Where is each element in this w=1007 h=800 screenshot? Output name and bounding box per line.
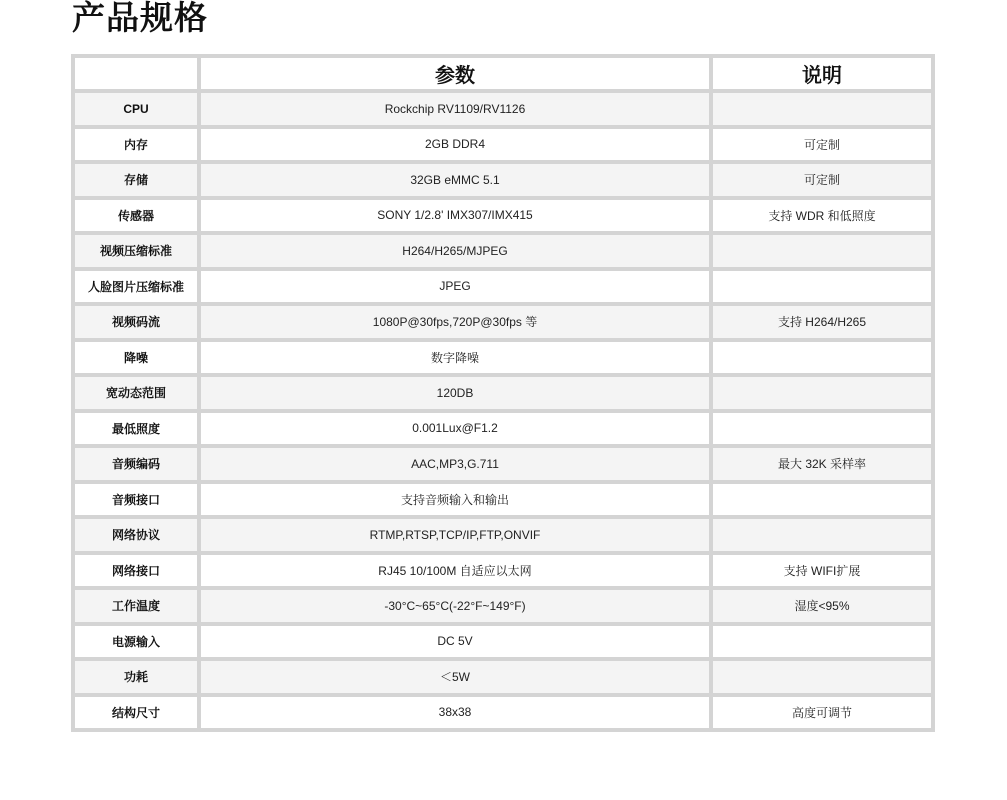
item-cell: 功耗 [75,661,197,693]
note-cell [713,271,931,303]
note-cell [713,661,931,693]
item-cell: 网络协议 [75,519,197,551]
note-cell: 可定制 [713,129,931,161]
note-cell: 支持 WDR 和低照度 [713,200,931,232]
note-cell [713,93,931,125]
table-row [75,377,931,409]
table-row [75,590,931,622]
param-cell: 支持音频输入和输出 [201,484,709,516]
item-cell: 宽动态范围 [75,377,197,409]
item-cell: 结构尺寸 [75,697,197,729]
table-header-row [75,58,931,89]
item-cell: 最低照度 [75,413,197,445]
note-cell: 最大 32K 采样率 [713,448,931,480]
table-row [75,200,931,232]
param-cell: SONY 1/2.8' IMX307/IMX415 [201,200,709,232]
item-cell: CPU [75,93,197,125]
table-row [75,661,931,693]
param-cell: 32GB eMMC 5.1 [201,164,709,196]
table-row [75,697,931,729]
note-cell [713,342,931,374]
note-cell [713,484,931,516]
page-title: 产品规格 [72,0,208,36]
table-row [75,555,931,587]
item-cell: 传感器 [75,200,197,232]
header-param: 参数 [201,58,709,89]
table-row [75,271,931,303]
item-cell: 存储 [75,164,197,196]
item-cell: 降噪 [75,342,197,374]
item-cell: 音频接口 [75,484,197,516]
note-cell [713,519,931,551]
item-cell: 音频编码 [75,448,197,480]
table-row [75,306,931,338]
spec-table [71,54,935,732]
table-row [75,93,931,125]
table-row [75,484,931,516]
item-cell: 视频压缩标准 [75,235,197,267]
table-row [75,519,931,551]
note-cell [713,626,931,658]
param-cell: 数字降噪 [201,342,709,374]
param-cell: JPEG [201,271,709,303]
note-cell: 支持 WIFI扩展 [713,555,931,587]
table-row [75,129,931,161]
note-cell [713,413,931,445]
item-cell: 网络接口 [75,555,197,587]
item-cell: 内存 [75,129,197,161]
table-row [75,626,931,658]
param-cell: -30°C~65°C(-22°F~149°F) [201,590,709,622]
param-cell: H264/H265/MJPEG [201,235,709,267]
param-cell: RTMP,RTSP,TCP/IP,FTP,ONVIF [201,519,709,551]
param-cell: 0.001Lux@F1.2 [201,413,709,445]
note-cell [713,235,931,267]
param-cell: Rockchip RV1109/RV1126 [201,93,709,125]
param-cell: 38x38 [201,697,709,729]
header-note: 说明 [713,58,931,89]
param-cell: RJ45 10/100M 自适应以太网 [201,555,709,587]
note-cell: 可定制 [713,164,931,196]
note-cell: 支持 H264/H265 [713,306,931,338]
header-item [75,58,197,89]
table-row [75,413,931,445]
param-cell: DC 5V [201,626,709,658]
table-row [75,342,931,374]
param-cell: 2GB DDR4 [201,129,709,161]
item-cell: 电源输入 [75,626,197,658]
note-cell: 高度可调节 [713,697,931,729]
param-cell: 1080P@30fps,720P@30fps 等 [201,306,709,338]
param-cell: AAC,MP3,G.711 [201,448,709,480]
param-cell: 120DB [201,377,709,409]
item-cell: 人脸图片压缩标准 [75,271,197,303]
note-cell: 湿度<95% [713,590,931,622]
table-row [75,448,931,480]
table-row [75,235,931,267]
table-row [75,164,931,196]
param-cell: ＜5W [201,661,709,693]
item-cell: 视频码流 [75,306,197,338]
item-cell: 工作温度 [75,590,197,622]
note-cell [713,377,931,409]
